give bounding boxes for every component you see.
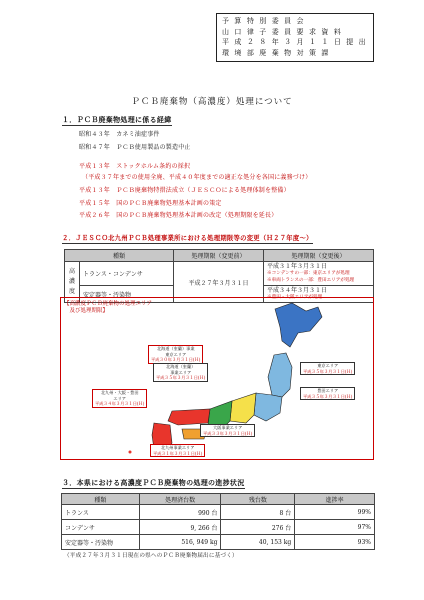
after-date: 平成３４年３月３１日 [267, 287, 328, 294]
history-item: （平成３７年までの使用全廃、平成４０年度までの適正な処分を各国に義務づけ） [82, 174, 312, 181]
map-label-name: 豊田エリア [317, 388, 339, 393]
map-label [300, 387, 355, 400]
history-item: 平成１３年 ＰＣＢ廃棄物特措法成立（ＪＥＳＣＯによる処理体制を整備） [79, 187, 290, 194]
map-label-date: 平成３４年３月３１日(Ｈ) [95, 401, 145, 406]
history-item: 昭和４７年 ＰＣＢ使用製品の製造中止 [79, 144, 191, 151]
col-header: 種類 [62, 494, 140, 505]
progress-table [61, 493, 375, 550]
history-item: 昭和４３年 カネミ油症事件 [79, 131, 160, 138]
map-label-sub: 東京エリア [165, 351, 187, 357]
header-line: 環 境 部 廃 棄 物 対 策 課 [222, 48, 331, 57]
header-line: 予 算 特 別 委 員 会 [222, 17, 306, 25]
table-cell: 平成２７年３月３１日 [174, 262, 264, 303]
table-cell: コンデンサ [62, 520, 140, 535]
table-cell [264, 262, 374, 286]
header-line: 山 口 律 子 委 員 要 求 資 料 [222, 27, 343, 36]
group-label: 高 濃 度 [65, 262, 80, 303]
map-label-name: 北九州・大阪・豊田 [100, 390, 139, 395]
chugoku-region [168, 409, 210, 425]
chubu-region [230, 393, 256, 423]
map-label-name: 大阪事業エリア [213, 425, 243, 430]
map-label-name: 東京エリア [317, 363, 339, 368]
col-header: 進捗率 [295, 494, 375, 505]
col-header: 種類 [65, 250, 174, 262]
table-row [62, 535, 375, 550]
table-cell: 276 台 [221, 520, 295, 535]
source-note: （平成２７年３月３１日現在の県へのＰＣＢ廃棄物届出に基づく） [64, 553, 238, 559]
table-cell: 97% [295, 520, 375, 535]
map-label-name: 北海道（室蘭）事業 [156, 346, 195, 351]
document-title: ＰＣＢ廃棄物（高濃度）処理について [131, 97, 293, 107]
col-header: 処理済台数 [139, 494, 221, 505]
map-label-date: 平成３１年３月３１日(Ｈ) [153, 450, 203, 456]
map-title-line: 及び処理期限】 [64, 308, 109, 314]
map-label [148, 345, 203, 364]
col-header: 処理期限（変更前） [174, 250, 264, 262]
after-note: ※車両トランスの一部：豊田エリアが処理 [267, 278, 355, 283]
map-label-date: 平成３０年３月３１日(Ｈ) [151, 357, 201, 362]
after-note: ※コンデンサの一部：東京エリアが処理 [267, 271, 350, 276]
kanto-region [254, 393, 282, 421]
header-line: 平 成 ２ ８ 年 ３ 月 １ １ 日 提 出 [222, 38, 368, 46]
col-header: 残台数 [221, 494, 295, 505]
hokkaido-region [275, 303, 322, 347]
table-row [62, 520, 375, 535]
section1-heading-text: １．ＰＣＢ廃棄物処理に係る経緯 [62, 115, 172, 124]
table-cell: 8 台 [221, 505, 295, 520]
map-label [300, 362, 355, 375]
tohoku-region [268, 353, 292, 397]
deadline-table [64, 249, 374, 303]
map-label-name: 北九州事業エリア [160, 445, 195, 450]
after-date: 平成３１年３月３１日 [267, 263, 328, 270]
table-cell: 40, 153 kg [221, 535, 295, 550]
table-cell: 516, 949 kg [139, 535, 221, 550]
history-item: 平成１５年 国のＰＣＢ廃棄物処理基本計画の策定 [79, 200, 222, 207]
map-label-date: 平成３５年３月３１日(Ｈ) [303, 393, 353, 399]
table-cell: トランス [62, 505, 140, 520]
map-label [150, 444, 205, 457]
table-cell: 990 台 [139, 505, 221, 520]
map-label-sub: 事業エリア [170, 369, 192, 375]
okinawa-region [129, 451, 132, 454]
map-label [200, 424, 255, 437]
map-label-date: 平成３５年３月３１日(Ｈ) [303, 368, 353, 374]
table-cell: 安定器等・汚染物 [80, 286, 174, 303]
table-cell: 9, 266 台 [139, 520, 221, 535]
map-label [153, 363, 208, 382]
map-label-date: 平成３３年３月３１日(Ｈ) [203, 430, 253, 436]
table-row [62, 505, 375, 520]
table-cell: トランス・コンデンサ [80, 262, 174, 286]
col-header: 処理期限（変更後） [264, 250, 374, 262]
section3-heading [62, 478, 245, 488]
map-title-line: 【高濃度ＰＣＢ廃棄物の処理エリア [64, 301, 153, 307]
history-item: 平成１３年 ストックホルム条約の採択 [79, 163, 191, 170]
map-label-name: 北海道（室蘭） [166, 364, 196, 369]
section2-heading [62, 233, 313, 242]
section2-heading-text: ２．ＪＥＳＣＯ北九州ＰＣＢ処理事業所における処理期限等の変更（Ｈ２７年度～） [62, 235, 313, 242]
section3-heading-text: ３．本県における高濃度ＰＣＢ廃棄物の処理の進捗状況 [62, 478, 245, 487]
history-item: 平成２６年 国のＰＣＢ廃棄物処理基本計画の改定（処理期限を延長） [79, 212, 278, 219]
after-note: ※豊田・大阪エリアが処理 [267, 295, 323, 300]
table-cell: 99% [295, 505, 375, 520]
header-box [216, 13, 374, 62]
map-label-date: 平成３５年３月３１日(Ｈ) [156, 375, 206, 380]
map-label-sub: エリア [113, 395, 126, 401]
map-label [92, 389, 147, 408]
table-cell: 93% [295, 535, 375, 550]
table-cell: 安定器等・汚染物 [62, 535, 140, 550]
section1-heading [62, 115, 172, 125]
